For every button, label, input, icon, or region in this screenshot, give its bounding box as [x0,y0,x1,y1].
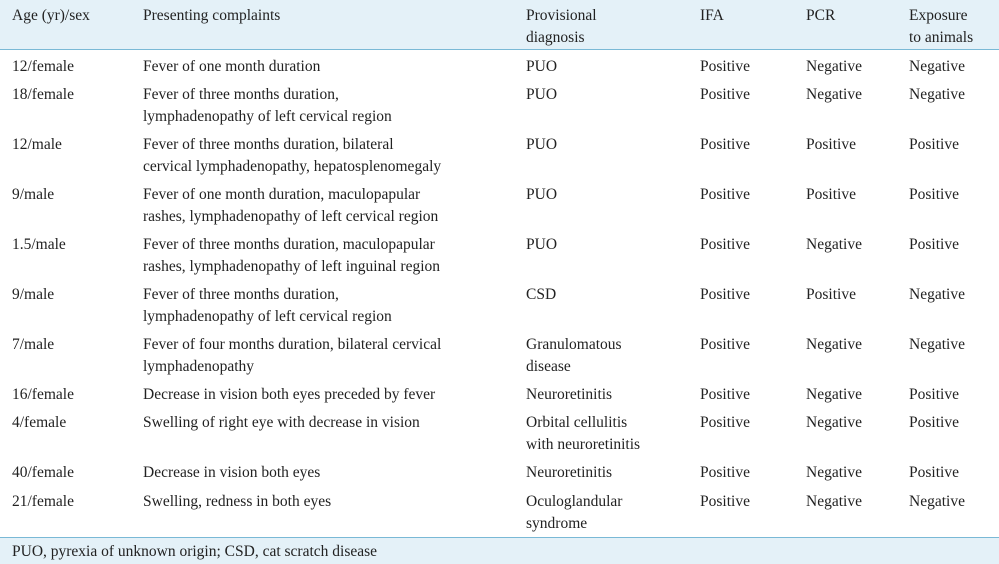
cell-diagnosis-line: Orbital cellulitis [526,414,628,431]
cell-ifa: Positive [700,286,750,303]
header-provisional-diagnosis-line: diagnosis [526,29,585,46]
cell-complaints [143,56,320,78]
cell-complaints [143,134,441,178]
cell-diagnosis-line: with neuroretinitis [526,436,641,453]
cell-pcr: Negative [806,386,862,403]
header-pcr: PCR [806,7,836,24]
cell-exposure: Positive [909,136,959,153]
cell-ifa: Positive [700,58,750,75]
cell-complaints-line: Fever of three months duration, maculopapular [143,236,435,253]
header-provisional-diagnosis [526,5,597,49]
cell-complaints-line: lymphadenopathy of left cervical region [143,308,392,325]
cell-complaints [143,334,441,378]
cell-ifa: Positive [700,414,750,431]
cell-diagnosis-line: PUO [526,136,558,153]
cell-exposure: Negative [909,58,965,75]
cell-exposure: Positive [909,386,959,403]
cell-ifa: Positive [700,136,750,153]
cell-diagnosis-line: PUO [526,236,558,253]
cell-diagnosis-line: PUO [526,186,558,203]
cell-complaints [143,234,440,278]
cell-diagnosis [526,84,557,106]
cell-age-sex: 18/female [12,86,74,103]
header-ifa: IFA [700,7,724,24]
cell-exposure: Negative [909,336,965,353]
cell-complaints [143,384,435,406]
header-provisional-diagnosis-line: Provisional [526,7,597,24]
cell-diagnosis-line: Neuroretinitis [526,386,613,403]
cell-diagnosis [526,462,612,484]
header-presenting-complaints: Presenting complaints [143,7,281,24]
cell-diagnosis [526,184,557,206]
cell-complaints-line: rashes, lymphadenopathy of left inguinal region [143,258,441,275]
cell-ifa: Positive [700,464,750,481]
cell-diagnosis [526,234,557,256]
cell-pcr: Positive [806,286,856,303]
cell-diagnosis [526,134,557,156]
cell-ifa: Positive [700,86,750,103]
cell-complaints-line: rashes, lymphadenopathy of left cervical region [143,208,439,225]
cell-ifa: Positive [700,186,750,203]
cell-diagnosis-line: CSD [526,286,557,303]
cell-diagnosis-line: syndrome [526,515,588,532]
cell-age-sex: 9/male [12,186,55,203]
cell-diagnosis-line: Neuroretinitis [526,464,613,481]
cell-pcr: Negative [806,336,862,353]
cell-complaints-line: Decrease in vision both eyes preceded by fever [143,386,436,403]
cell-diagnosis [526,334,622,378]
table-header [0,0,999,50]
cell-complaints-line: Fever of three months duration, bilateral [143,136,394,153]
cell-pcr: Negative [806,493,862,510]
cell-exposure: Negative [909,286,965,303]
cell-exposure: Positive [909,464,959,481]
cell-pcr: Positive [806,136,856,153]
cell-complaints [143,284,392,328]
cell-complaints-line: lymphadenopathy of left cervical region [143,108,392,125]
cell-complaints-line: Swelling of right eye with decrease in vision [143,414,420,431]
cell-age-sex: 7/male [12,336,55,353]
cell-pcr: Positive [806,186,856,203]
cell-diagnosis [526,384,612,406]
cell-complaints-line: cervical lymphadenopathy, hepatosplenomegaly [143,158,442,175]
cell-complaints-line: Fever of three months duration, [143,286,339,303]
cell-pcr: Negative [806,86,862,103]
cell-pcr: Negative [806,236,862,253]
cell-diagnosis-line: Granulomatous [526,336,622,353]
cell-complaints [143,184,438,228]
cell-diagnosis-line: PUO [526,58,558,75]
cell-complaints-line: Swelling, redness in both eyes [143,493,332,510]
cell-diagnosis-line: disease [526,358,571,375]
cell-complaints-line: Fever of three months duration, [143,86,339,103]
header-age-sex: Age (yr)/sex [12,7,90,24]
cell-age-sex: 21/female [12,493,74,510]
cell-ifa: Positive [700,336,750,353]
header-exposure [909,5,973,49]
table-body [0,50,999,538]
cell-complaints-line: Fever of four months duration, bilateral cervical [143,336,442,353]
cell-complaints [143,84,392,128]
cell-age-sex: 9/male [12,286,55,303]
cell-complaints-line: lymphadenopathy [143,358,255,375]
cell-age-sex: 12/male [12,136,62,153]
cell-age-sex: 40/female [12,464,74,481]
header-exposure-line: Exposure [909,7,968,24]
cell-diagnosis-line: PUO [526,86,558,103]
cell-diagnosis [526,56,557,78]
cell-pcr: Negative [806,58,862,75]
cell-ifa: Positive [700,236,750,253]
cell-complaints-line: Fever of one month duration, maculopapular [143,186,421,203]
cell-complaints-line: Decrease in vision both eyes [143,464,321,481]
cell-diagnosis [526,284,556,306]
cell-complaints [143,462,320,484]
table-footer [0,537,999,564]
cell-ifa: Positive [700,493,750,510]
cell-complaints [143,491,331,513]
cell-complaints-line: Fever of one month duration [143,58,321,75]
table-footnote: PUO, pyrexia of unknown origin; CSD, cat scratch disease [12,543,378,560]
cell-diagnosis [526,491,622,535]
cell-exposure: Positive [909,414,959,431]
cell-age-sex: 1.5/male [12,236,66,253]
cell-age-sex: 4/female [12,414,67,431]
cell-exposure: Positive [909,186,959,203]
cell-diagnosis-line: Oculoglandular [526,493,623,510]
header-exposure-line: to animals [909,29,974,46]
cell-age-sex: 12/female [12,58,74,75]
cell-exposure: Positive [909,236,959,253]
cell-pcr: Negative [806,414,862,431]
cell-pcr: Negative [806,464,862,481]
cell-age-sex: 16/female [12,386,74,403]
cell-exposure: Negative [909,493,965,510]
cell-diagnosis [526,412,640,456]
cell-complaints [143,412,420,434]
cell-ifa: Positive [700,386,750,403]
cell-exposure: Negative [909,86,965,103]
